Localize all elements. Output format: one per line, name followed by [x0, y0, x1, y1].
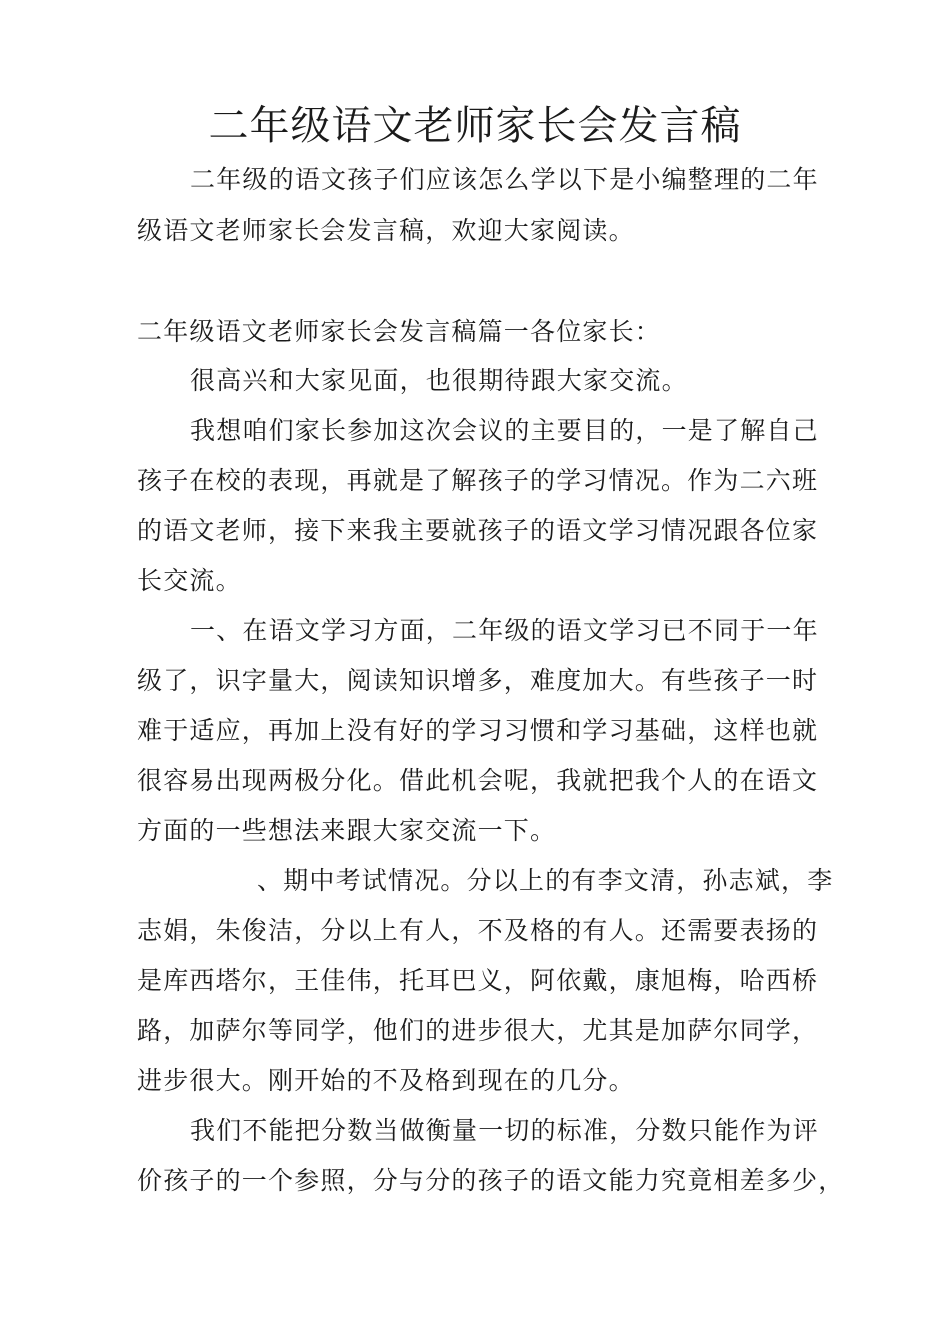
- paragraph-line: 很高兴和大家见面，也很期待跟大家交流。: [190, 366, 688, 395]
- paragraph-line: 我想咱们家长参加这次会议的主要目的，一是了解自己: [190, 416, 819, 445]
- paragraph-line: 级语文老师家长会发言稿，欢迎大家阅读。: [137, 216, 635, 245]
- paragraph-line: 孩子在校的表现，再就是了解孩子的学习情况。作为二六班: [137, 466, 819, 495]
- paragraph-line: 很容易出现两极分化。借此机会呢，我就把我个人的在语文: [137, 766, 819, 795]
- paragraph-line: 长交流。: [137, 566, 242, 595]
- paragraph-line: 路，加萨尔等同学，他们的进步很大，尤其是加萨尔同学，: [137, 1016, 819, 1045]
- paragraph-line: 我们不能把分数当做衡量一切的标准，分数只能作为评: [190, 1116, 819, 1145]
- document-title: 二年级语文老师家长会发言稿: [208, 103, 742, 149]
- paragraph-line: 级了，识字量大，阅读知识增多，难度加大。有些孩子一时: [137, 666, 819, 695]
- paragraph-line: 进步很大。刚开始的不及格到现在的几分。: [137, 1066, 635, 1095]
- paragraph-line: 是库西塔尔，王佳伟，托耳巴义，阿依戴，康旭梅，哈西桥: [137, 966, 819, 995]
- paragraph-line: 二年级语文老师家长会发言稿篇一各位家长：: [137, 317, 662, 346]
- paragraph-line: 志娟，朱俊洁，分以上有人，不及格的有人。还需要表扬的: [137, 916, 819, 945]
- paragraph-line: 一、在语文学习方面，二年级的语文学习已不同于一年: [190, 616, 819, 645]
- paragraph-line: 、期中考试情况。分以上的有李文清，孙志斌，李: [257, 866, 834, 895]
- paragraph-line: 方面的一些想法来跟大家交流一下。: [137, 816, 557, 845]
- paragraph-line: 价孩子的一个参照，分与分的孩子的语文能力究竟相差多少，: [137, 1166, 845, 1195]
- paragraph-line: 二年级的语文孩子们应该怎么学以下是小编整理的二年: [190, 165, 819, 194]
- paragraph-line: 的语文老师，接下来我主要就孩子的语文学习情况跟各位家: [137, 516, 819, 545]
- paragraph-line: 难于适应，再加上没有好的学习习惯和学习基础，这样也就: [137, 716, 819, 745]
